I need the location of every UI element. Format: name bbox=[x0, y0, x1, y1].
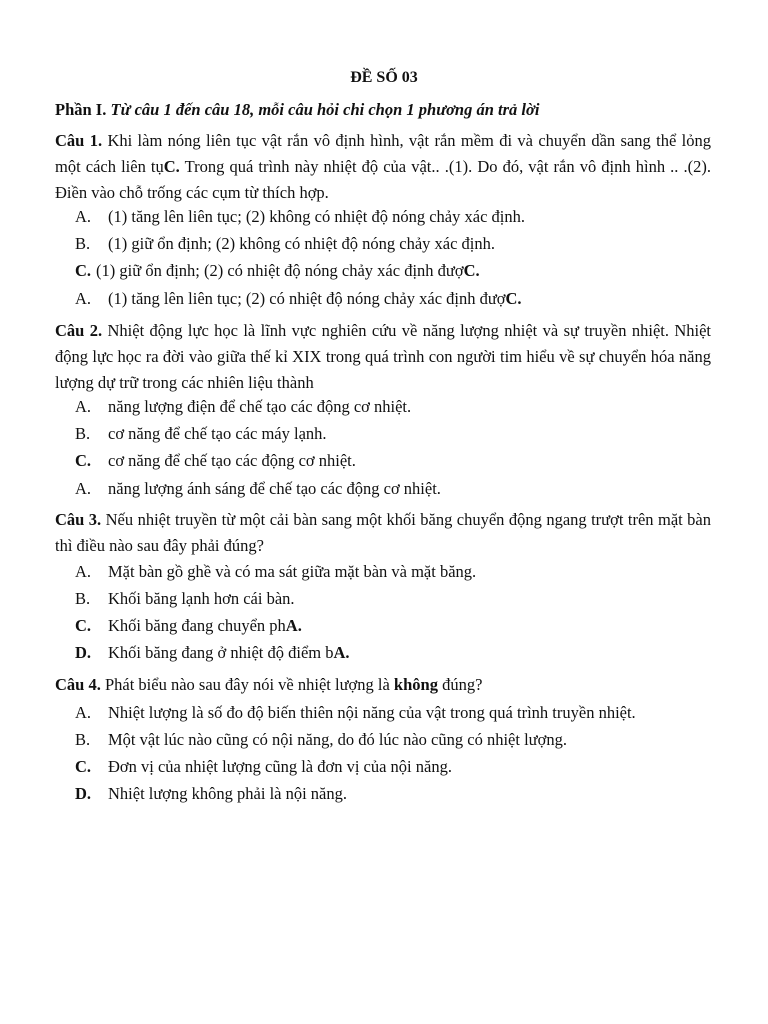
question-1 bbox=[55, 128, 711, 206]
option-text-tail: A. bbox=[285, 616, 302, 635]
option-letter: C. bbox=[75, 757, 92, 776]
option-4a[interactable] bbox=[75, 702, 715, 724]
option-text: (1) tăng lên liên tục; (2) có nhiệt độ nóng chảy xác định đượ bbox=[108, 289, 506, 308]
option-letter: D. bbox=[75, 784, 92, 803]
option-4c[interactable] bbox=[75, 756, 715, 778]
option-2d[interactable] bbox=[75, 478, 715, 500]
option-text: Khối băng lạnh hơn cái bàn. bbox=[108, 589, 295, 608]
option-text: Nhiệt lượng là số đo độ biến thiên nội năng của vật trong quá trình truyền nhiệt. bbox=[108, 703, 636, 722]
option-4d[interactable] bbox=[75, 783, 715, 805]
question-2 bbox=[55, 318, 711, 396]
option-2a[interactable] bbox=[75, 396, 715, 418]
question-text-bold: C. bbox=[163, 157, 180, 176]
option-letter: C. bbox=[75, 616, 92, 635]
option-text-tail: A. bbox=[333, 643, 350, 662]
option-1b[interactable] bbox=[75, 233, 715, 255]
document-title: ĐỀ SỐ 03 bbox=[350, 69, 418, 86]
option-text: năng lượng ánh sáng để chế tạo các động cơ nhiệt. bbox=[108, 479, 441, 498]
section-instruction: Từ câu 1 đến câu 18, mỗi câu hỏi chi chọn 1 phương án trả lời bbox=[110, 100, 540, 119]
option-2b[interactable] bbox=[75, 423, 715, 445]
option-text: Khối băng đang chuyển ph bbox=[108, 616, 286, 635]
option-text: (1) tăng lên liên tục; (2) không có nhiệt độ nóng chảy xác định. bbox=[108, 207, 525, 226]
section-label: Phần I. bbox=[55, 100, 107, 119]
question-text: Nếu nhiệt truyền từ một cải bàn sang một khối băng chuyển động ngang trượt trên mặt bàn thì điều nào sau đây phải đúng? bbox=[55, 510, 711, 555]
question-text: Phát biểu nào sau đây nói về nhiệt lượng là bbox=[104, 675, 394, 694]
option-letter: B. bbox=[75, 589, 91, 608]
question-number: Câu 1. bbox=[55, 131, 103, 150]
option-letter: A. bbox=[75, 703, 92, 722]
section-header bbox=[55, 99, 711, 121]
option-text: (1) giữ ổn định; (2) không có nhiệt độ nóng chảy xác định. bbox=[108, 234, 495, 253]
option-letter: B. bbox=[75, 234, 91, 253]
option-letter: A. bbox=[75, 397, 92, 416]
question-text-bold: không bbox=[393, 675, 438, 694]
option-text: Đơn vị của nhiệt lượng cũng là đơn vị của nội năng. bbox=[108, 757, 452, 776]
question-number: Câu 3. bbox=[55, 510, 102, 529]
option-1d[interactable] bbox=[75, 288, 715, 310]
option-letter: A. bbox=[75, 562, 92, 581]
option-letter: A. bbox=[75, 479, 92, 498]
option-text: Nhiệt lượng không phải là nội năng. bbox=[108, 784, 348, 803]
option-text-tail: C. bbox=[463, 261, 480, 280]
question-text-cont: đúng? bbox=[437, 675, 483, 694]
option-text-tail: C. bbox=[505, 289, 522, 308]
option-text: Mặt bàn gồ ghề và có ma sát giữa mặt bàn và mặt băng. bbox=[108, 562, 477, 581]
option-letter: A. bbox=[75, 207, 92, 226]
option-text: (1) giữ ổn định; (2) có nhiệt độ nóng chảy xác định đượ bbox=[96, 261, 464, 280]
option-letter: B. bbox=[75, 424, 91, 443]
option-text: cơ năng để chế tạo các máy lạnh. bbox=[108, 424, 327, 443]
question-3 bbox=[55, 507, 711, 559]
question-number: Câu 4. bbox=[55, 675, 101, 694]
option-letter: C. bbox=[75, 261, 92, 280]
option-letter: D. bbox=[75, 643, 92, 662]
question-text: Nhiệt động lực học là lĩnh vực nghiên cứu về năng lượng nhiệt và sự truyền nhiệt. Nhiệt động lực học ra đời vào giữa thế kỉ XIX trong quá trình con người tim hiểu về sự chuyển hóa năng lượng dự trữ trong các nhiên liệu thành bbox=[55, 321, 712, 392]
question-text: Khi làm nóng liên tục vật rắn vô định hình, vật rắn mềm đi và chuyển dần sang thể lỏng một cách liên tụ bbox=[55, 131, 711, 176]
option-text: cơ năng để chế tạo các động cơ nhiệt. bbox=[108, 451, 356, 470]
option-text: năng lượng điện để chế tạo các động cơ nhiệt. bbox=[108, 397, 412, 416]
option-4b[interactable] bbox=[75, 729, 715, 751]
option-1c[interactable] bbox=[75, 260, 715, 282]
option-1a[interactable] bbox=[75, 206, 715, 228]
option-text: Một vật lúc nào cũng có nội năng, do đó lúc nào cũng có nhiệt lượng. bbox=[108, 730, 567, 749]
option-letter: B. bbox=[75, 730, 91, 749]
option-3d[interactable] bbox=[75, 642, 715, 664]
option-letter: A. bbox=[75, 289, 92, 308]
option-letter: C. bbox=[75, 451, 92, 470]
question-4 bbox=[55, 672, 711, 698]
question-text-cont: Trong quá trình này nhiệt độ của vật.. .(1). Do đó, vật rắn vô định hình .. .(2). Điền vào chỗ trống các cụm từ thích hợp. bbox=[55, 157, 712, 202]
option-3b[interactable] bbox=[75, 588, 715, 610]
option-text: Khối băng đang ở nhiệt độ điểm b bbox=[108, 643, 334, 662]
option-2c[interactable] bbox=[75, 450, 715, 472]
option-3c[interactable] bbox=[75, 615, 715, 637]
question-number: Câu 2. bbox=[55, 321, 103, 340]
option-3a[interactable] bbox=[75, 561, 715, 583]
